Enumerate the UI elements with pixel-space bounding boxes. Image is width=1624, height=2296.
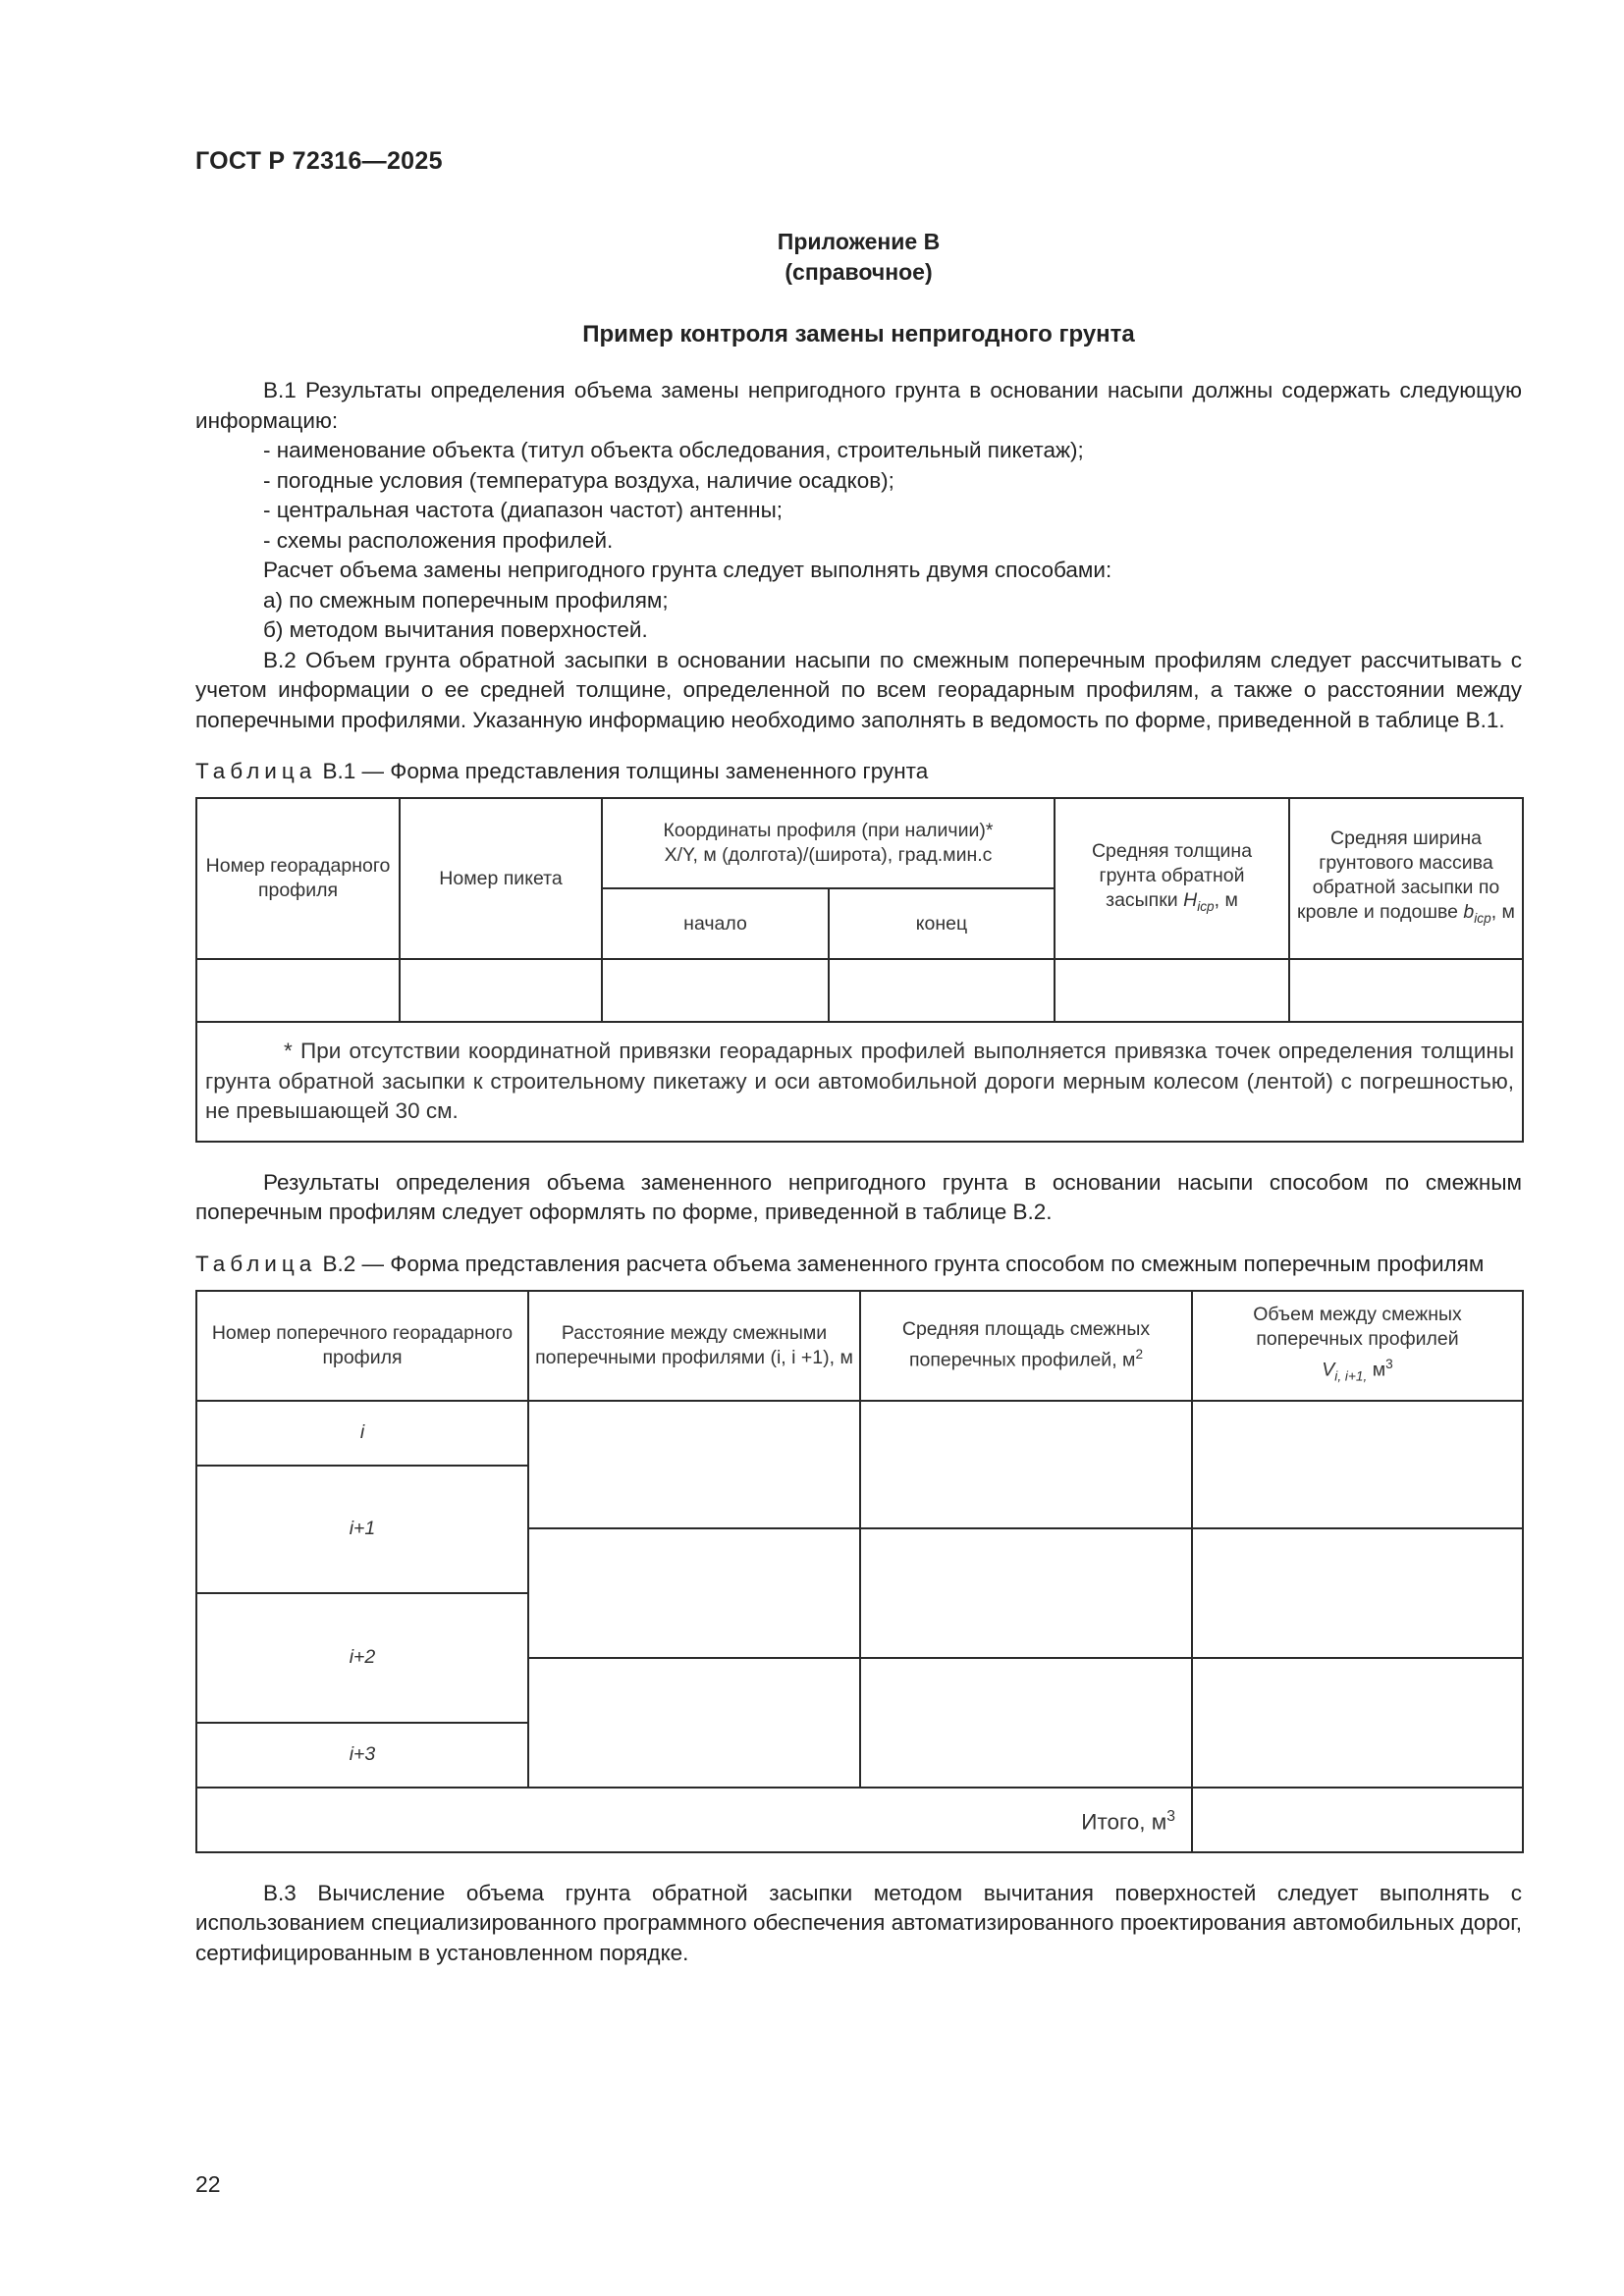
table-cell — [528, 1658, 860, 1788]
paragraph-b2: В.2 Объем грунта обратной засыпки в основании насыпи по смежным поперечным профилям следует рассчитывать с учетом информации о ее средней толщине, определенной по всем георадарным профилям, а также о расстоянии между поперечными профилями. Указанную информацию необходимо заполнять в ведомость по форме, приведенной в таблице В.1. — [195, 647, 1522, 732]
table-cell — [1289, 959, 1523, 1022]
header-distance: Расстояние между смежными поперечными профилями (i, i +1), м — [528, 1291, 860, 1401]
header-avg-thickness — [1055, 798, 1289, 959]
header-coordinates-line1: Координаты профиля (при наличии)* — [663, 820, 994, 841]
table-cell — [860, 1401, 1192, 1528]
header-coord-start: начало — [602, 888, 829, 959]
header-avg-width — [1289, 798, 1523, 959]
table-cell — [860, 1528, 1192, 1658]
total-superscript: 3 — [1166, 1808, 1175, 1826]
header-coordinates — [602, 798, 1055, 888]
thickness-symbol: H — [1183, 888, 1198, 911]
total-value-cell — [1192, 1788, 1523, 1852]
annex-subtitle: (справочное) — [785, 259, 933, 285]
table-cell — [1055, 959, 1289, 1022]
table-cell — [400, 959, 602, 1022]
header-avg-thickness-text: Средняя толщина грунта обратной засыпки — [1091, 839, 1253, 911]
profile-row-label: i+1 — [196, 1466, 528, 1593]
table-cell — [860, 1658, 1192, 1788]
thickness-subscript: icp — [1197, 898, 1215, 914]
table-cell — [1192, 1401, 1523, 1528]
table-cell — [528, 1528, 860, 1658]
thickness-unit: , м — [1214, 888, 1238, 911]
volume-symbol: V — [1322, 1359, 1335, 1381]
width-subscript: icp — [1474, 910, 1491, 926]
paragraph-b3: В.3 Вычисление объема грунта обратной засыпки методом вычитания поверхностей следует выполнять с использованием специализированного программного обеспечения автоматизированного проектирования автомобильных дорог, сертифицированным в установленном порядке. — [195, 1880, 1522, 1965]
paragraph-results: Результаты определения объема замененного непригодного грунта в основании насыпи способом по смежным поперечным профилям следует оформлять по форме, приведенной в таблице В.2. — [195, 1169, 1522, 1224]
list-item: - центральная частота (диапазон частот) антенны; — [263, 498, 784, 522]
header-avg-area-text: Средняя площадь смежных поперечных профилей, м — [901, 1318, 1151, 1371]
area-superscript: 2 — [1135, 1347, 1144, 1362]
table-cell — [196, 959, 400, 1022]
table-cell — [528, 1401, 860, 1528]
table-cell — [1192, 1528, 1523, 1658]
header-profile-number: Номер георадарного профиля — [196, 798, 400, 959]
header-picket-number: Номер пикета — [400, 798, 602, 959]
table-cell — [602, 959, 829, 1022]
table2-caption-word: Таблица — [195, 1251, 317, 1276]
total-label-text: Итого, м — [1081, 1809, 1167, 1835]
volume-superscript: 3 — [1385, 1356, 1393, 1371]
header-coord-end: конец — [829, 888, 1055, 959]
header-avg-area — [860, 1291, 1192, 1401]
header-volume — [1192, 1291, 1523, 1401]
table-1 — [195, 797, 1524, 1143]
table1-caption-text: В.1 — Форма представления толщины замененного грунта — [316, 759, 929, 783]
method-b: б) методом вычитания поверхностей. — [263, 617, 648, 642]
paragraph-b1: В.1 Результаты определения объема замены непригодного грунта в основании насыпи должны содержать следующую информацию: — [195, 378, 1522, 433]
document-page — [195, 147, 1522, 1968]
section-title: Пример контроля замены непригодного грунта — [582, 321, 1135, 347]
table1-caption-word: Таблица — [195, 759, 317, 783]
table1-caption — [195, 757, 1522, 785]
list-item: - наименование объекта (титул объекта обследования, строительный пикетаж); — [263, 438, 1084, 462]
volume-subscript: i, i+1, — [1334, 1368, 1368, 1384]
header-avg-width-text: Средняя ширина грунтового массива обратной засыпки по кровле и подошве — [1297, 828, 1500, 924]
page-number: 22 — [195, 2171, 221, 2197]
header-coordinates-line2: X/Y, м (долгота)/(широта), град.мин.с — [664, 844, 993, 866]
width-unit: , м — [1490, 901, 1515, 924]
table2-caption — [195, 1250, 1522, 1278]
table1-footnote — [196, 1022, 1523, 1142]
profile-row-label: i — [196, 1401, 528, 1466]
total-label — [196, 1788, 1192, 1852]
table-cell — [829, 959, 1055, 1022]
table1-footnote-text: * При отсутствии координатной привязки георадарных профилей выполняется привязка точек определения толщины грунта обратной засыпки к строительному пикетажу и оси автомобильной дороги мерным колесом (лентой) с погрешностью, не превышающей 30 см. — [205, 1039, 1514, 1123]
table-2 — [195, 1290, 1524, 1853]
method-a: а) по смежным поперечным профилям; — [263, 587, 669, 613]
profile-row-label: i+3 — [196, 1723, 528, 1788]
list-item: - схемы расположения профилей. — [263, 527, 614, 553]
volume-unit: м — [1367, 1359, 1386, 1381]
list-item: - погодные условия (температура воздуха, наличие осадков); — [263, 467, 894, 493]
width-symbol: b — [1463, 901, 1475, 924]
profile-row-label: i+2 — [196, 1593, 528, 1723]
methods-intro: Расчет объема замены непригодного грунта следует выполнять двумя способами: — [263, 558, 1112, 582]
document-code: ГОСТ Р 72316—2025 — [195, 147, 443, 175]
header-cross-profile: Номер поперечного георадарного профиля — [196, 1291, 528, 1401]
table-cell — [1192, 1658, 1523, 1788]
annex-title: Приложение В — [777, 229, 941, 254]
header-volume-text: Объем между смежных поперечных профилей — [1253, 1303, 1462, 1350]
table2-caption-text: В.2 — Форма представления расчета объема замененного грунта способом по смежным поперечным профилям — [316, 1251, 1485, 1276]
